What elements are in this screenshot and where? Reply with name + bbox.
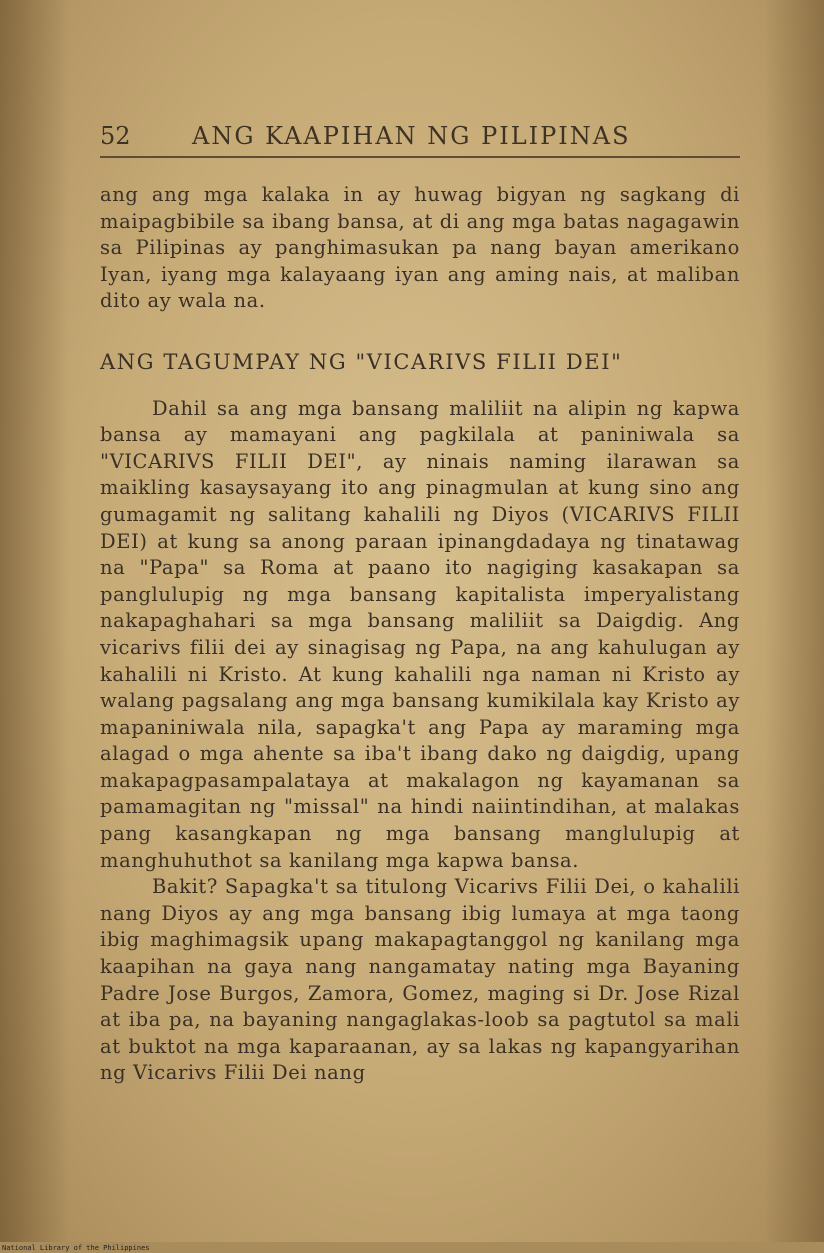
page-shadow-right [764, 0, 824, 1242]
page-number: 52 [100, 122, 131, 150]
page-shadow-left [0, 0, 70, 1242]
body-text [100, 182, 740, 1087]
paragraph-1: Dahil sa ang mga bansang maliliit na alipin ng kapwa bansa ay mamayani ang pagkilala at paniniwala sa "VICARIVS FILII DEI", ay ninais naming ilarawan sa maikling kasaysayang ito ang pinagmulan at kung sino ang gumagamit ng salitang kahalili ng Diyos (VICARIVS FILII DEI) at kung sa anong paraan ipinangdadaya ng tinatawag na "Papa" sa Roma at paano ito nagiging kasakapan sa panglulupig ng mga bansang kapitalista imperyalistang nakapaghahari sa mga bansang maliliit sa Daigdig. Ang vicarivs filii dei ay sinagisag ng Papa, na ang kahulugan ay kahalili ni Kristo. At kung kahalili nga naman ni Kristo ay walang pagsalang ang mga bansang kumikilala kay Kristo ay mapaniniwala nila, sapagka't ang Papa ay maraming mga alagad o mga ahente sa iba't ibang dako ng daigdig, upang makapagpasampalataya at makalagon ng kayamanan sa pamamagitan ng "missal" na hindi naiintindihan, at malakas pang kasangkapan ng mga bansang manglulupig at manghuhuthot sa kanilang mga kapwa bansa. [100, 396, 740, 872]
book-title: ANG KAAPIHAN NG PILIPINAS [192, 122, 631, 150]
section-heading: ANG TAGUMPAY NG "VICARIVS FILII DEI" [100, 349, 623, 374]
paragraph-2: Bakit? Sapagka't sa titulong Vicarivs Filii Dei, o kahalili nang Diyos ay ang mga bansang ibig lumaya at mga taong ibig maghimagsik upang makapagtanggol ng kanilang mga kaapihan na gaya nang nangamatay nating mga Bayaning Padre Jose Burgos, Zamora, Gomez, maging si Dr. Jose Rizal at iba pa, na bayaning nangaglakas-loob sa pagtutol sa mali at buktot na mga kaparaanan, ay sa lakas ng kapangyarihan ng Vicarivs Filii Dei nang [100, 875, 740, 1085]
library-credit: National Library of the Philippines [2, 1244, 150, 1252]
running-head [100, 120, 740, 154]
intro-paragraph: ang ang mga kalaka in ay huwag bigyan ng sagkang di maipagbibile sa ibang bansa, at di ang mga batas nagagawin sa Pilipinas ay panghimasukan pa nang bayan amerikano Iyan, iyang mga kalayaang iyan ang aming nais, at maliban dito ay wala na. [100, 183, 740, 313]
header-rule [100, 156, 740, 158]
